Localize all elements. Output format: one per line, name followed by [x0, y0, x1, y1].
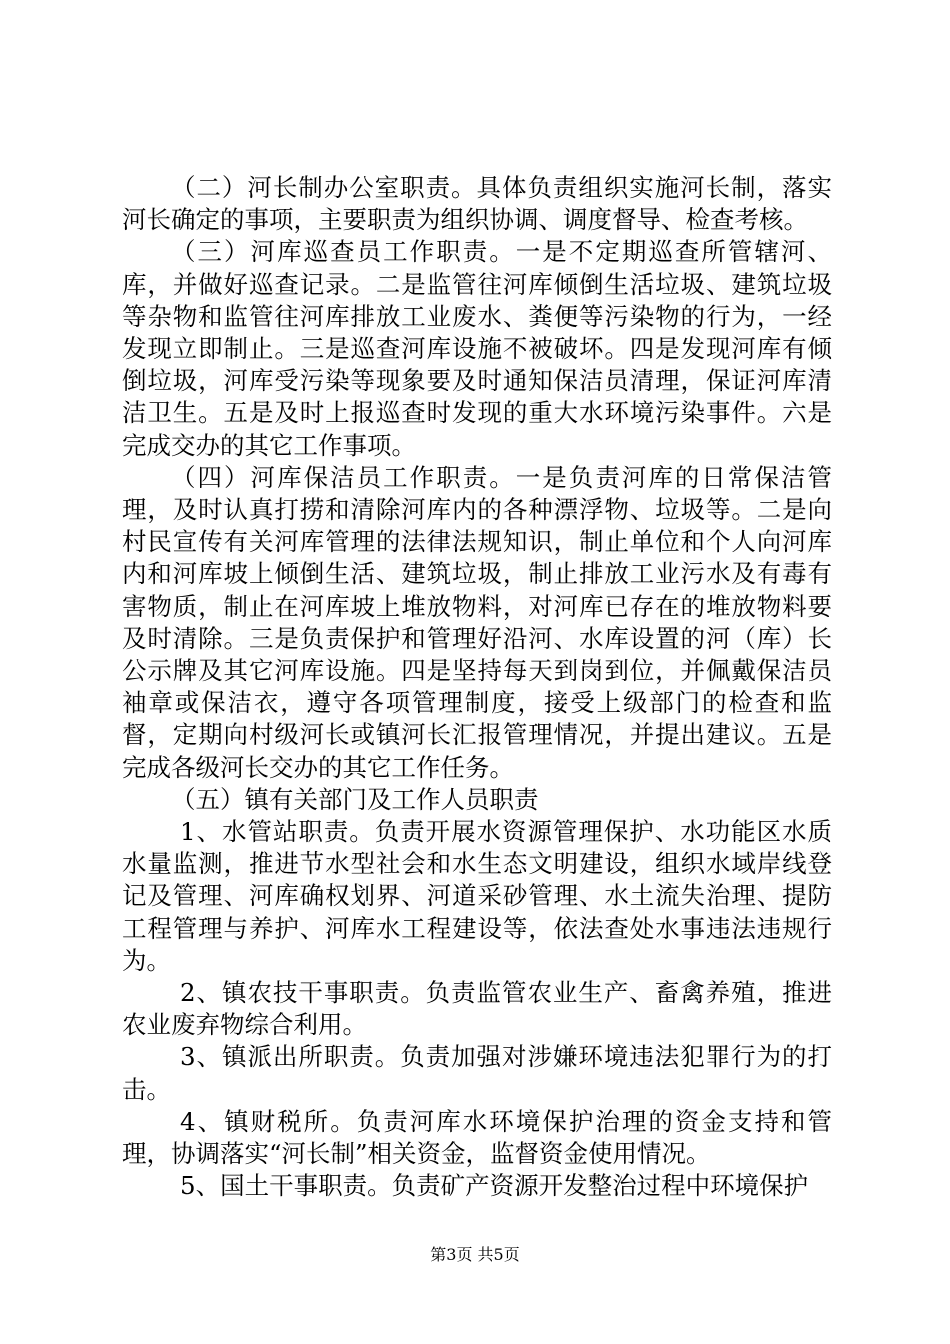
page-number-footer: 第3页 共5页: [430, 1245, 520, 1264]
list-item-water-station: 1、水管站职责。负责开展水资源管理保护、水功能区水质水量监测，推进节水型社会和水生态文明建设，组织水域岸线登记及管理、河库确权划界、河道采砂管理、水土流失治理、提防工程管理与养护、河库水工程建设等，依法查处水事违法违规行为。: [122, 817, 832, 975]
list-item-land-resources: 5、国土干事职责。负责矿产资源开发整治过程中环境保护: [180, 1171, 809, 1201]
paragraph-patrol-duties: （三）河库巡查员工作职责。一是不定期巡查所管辖河、库，并做好巡查记录。二是监管往河库倾倒生活垃圾、建筑垃圾等杂物和监管往河库排放工业废水、粪便等污染物的行为，一经发现立即制止。三是巡查河库设施不被破坏。四是发现河库有倾倒垃圾，河库受污染等现象要及时通知保洁员清理，保证河库清洁卫生。五是及时上报巡查时发现的重大水环境污染事件。六是完成交办的其它工作事项。: [122, 237, 832, 460]
paragraph-cleaner-duties: （四）河库保洁员工作职责。一是负责河库的日常保洁管理，及时认真打捞和清除河库内的各种漂浮物、垃圾等。二是向村民宣传有关河库管理的法律法规知识，制止单位和个人向河库内和河库坡上倾倒生活、建筑垃圾，制止排放工业污水及有毒有害物质，制止在河库坡上堆放物料，对河库已存在的堆放物料要及时清除。三是负责保护和管理好沿河、水库设置的河（库）长公示牌及其它河库设施。四是坚持每天到岗到位，并佩戴保洁员袖章或保洁衣，遵守各项管理制度，接受上级部门的检查和监督，定期向村级河长或镇河长汇报管理情况，并提出建议。五是完成各级河长交办的其它工作任务。: [122, 462, 832, 782]
list-item-police-station: 3、镇派出所职责。负责加强对涉嫌环境违法犯罪行为的打击。: [122, 1042, 832, 1104]
list-item-finance-tax: 4、镇财税所。负责河库水环境保护治理的资金支持和管理，协调落实“河长制”相关资金，监督资金使用情况。: [122, 1106, 832, 1169]
section-heading-town-departments: （五）镇有关部门及工作人员职责: [171, 784, 539, 814]
list-item-agri-tech: 2、镇农技干事职责。负责监管农业生产、畜禽养殖，推进农业废弃物综合利用。: [122, 978, 832, 1040]
paragraph-river-chief-office: （二）河长制办公室职责。具体负责组织实施河长制，落实河长确定的事项，主要职责为组织协调、调度督导、检查考核。: [122, 173, 832, 235]
document-body: [122, 172, 832, 1203]
